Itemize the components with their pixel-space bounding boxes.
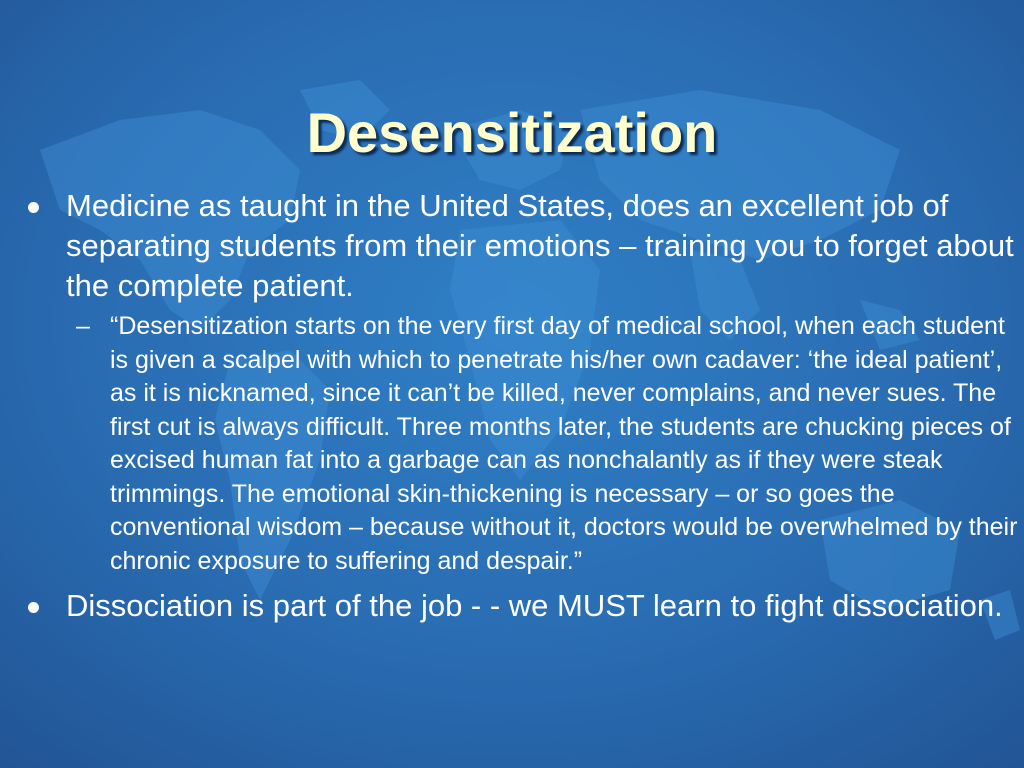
bullet-text: Dissociation is part of the job - - we MUST learn to fight dissociation. — [66, 588, 1003, 623]
bullet-item — [28, 586, 1018, 626]
sub-bullet-dash: – — [76, 312, 90, 340]
slide-title: Desensitization — [306, 101, 718, 164]
bullet-text: Medicine as taught in the United States, does an excellent job of separating students from their emotions – training you to forget about the complete patient. — [66, 188, 1014, 303]
bullet-item — [28, 186, 1018, 306]
bullet-dot-icon — [28, 202, 39, 213]
bullet-dot-icon — [28, 602, 39, 613]
sub-bullet-item — [76, 310, 1018, 578]
sub-bullet-text: “Desensitization starts on the very first day of medical school, when each student is given a scalpel with which to penetrate his/her own cadaver: ‘the ideal patient’, as it is nicknamed, since it can’t be killed, never complains, and never sues. The first cut is always difficult. Three months later, the students are chucking pieces of excised human fat into a garbage can as nonchalantly as if they were steak trimmings. The emotional skin-thickening is necessary – or so goes the conventional wisdom – because without it, doctors would be overwhelmed by their chronic exposure to suffering and despair.” — [110, 312, 1018, 575]
slide-body — [28, 186, 1018, 626]
